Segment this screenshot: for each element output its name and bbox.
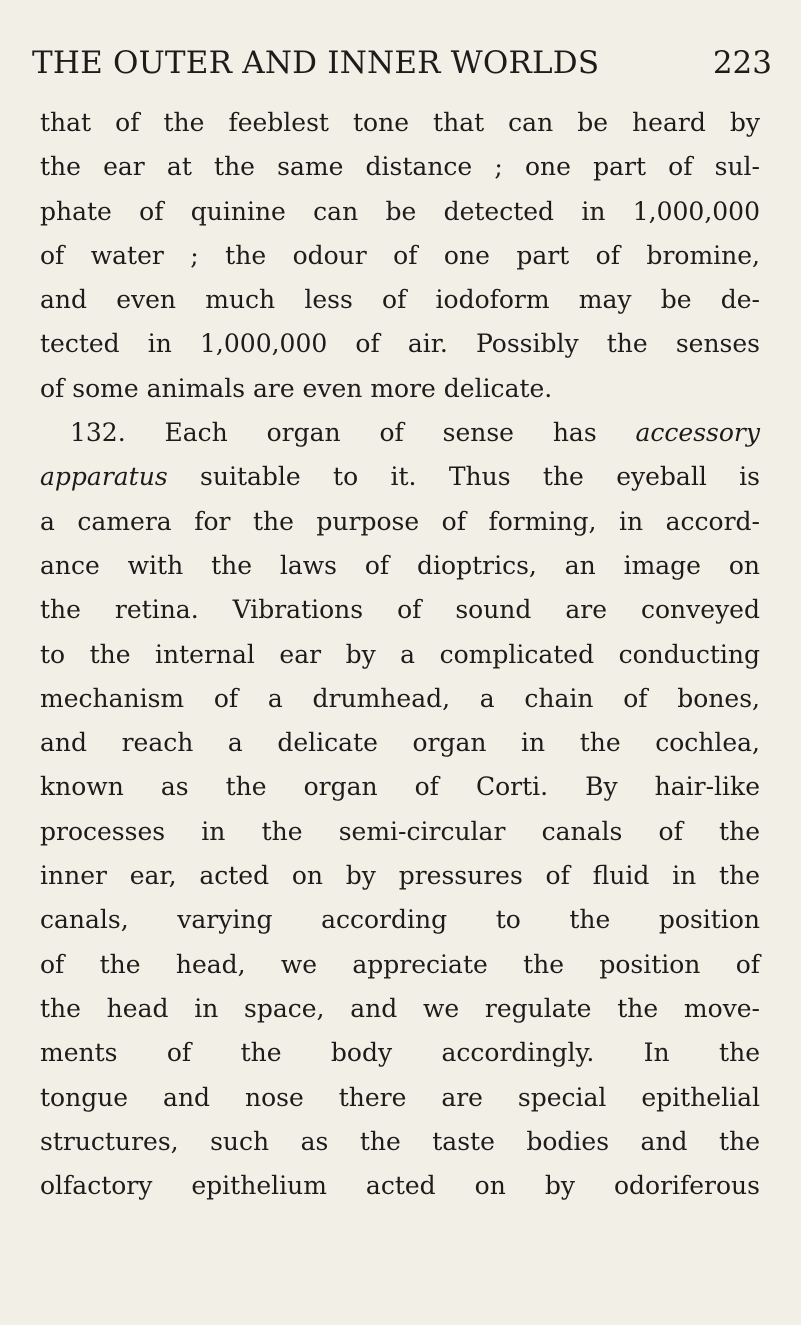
- text-line: structures, such as the taste bodies and the: [40, 1126, 760, 1156]
- text-line: inner ear, acted on by pressures of fluid in the: [40, 861, 760, 891]
- text-line: mechanism of a drumhead, a chain of bones,: [40, 683, 760, 713]
- text-line: [40, 411, 760, 455]
- text-line: and even much less of iodoform may be de-: [40, 285, 760, 315]
- italic-term: accessory: [635, 418, 761, 448]
- text-segment: 132. Each organ of sense has: [70, 418, 597, 448]
- text-line: of water ; the odour of one part of bromine,: [40, 240, 760, 270]
- text-line: a camera for the purpose of forming, in accord-: [40, 506, 760, 536]
- text-line: phate of quinine can be detected in 1,000,000: [40, 196, 760, 226]
- page-number: 223: [712, 45, 772, 81]
- italic-term: apparatus: [40, 462, 168, 492]
- text-line: ments of the body accordingly. In the: [40, 1038, 760, 1068]
- text-line: to the internal ear by a complicated conducting: [40, 639, 760, 669]
- text-line: of some animals are even more delicate.: [40, 373, 553, 403]
- text-line: that of the feeblest tone that can be heard by: [40, 108, 760, 137]
- text-line: processes in the semi-circular canals of the: [40, 816, 760, 846]
- text-line: of the head, we appreciate the position of: [40, 949, 760, 979]
- text-line: and reach a delicate organ in the cochlea,: [40, 728, 760, 758]
- text-line: known as the organ of Corti. By hair-like: [40, 772, 760, 802]
- text-line: tected in 1,000,000 of air. Possibly the senses: [40, 329, 760, 359]
- body-text: [40, 101, 760, 1208]
- text-line: olfactory epithelium acted on by odoriferous: [40, 1171, 760, 1201]
- text-line: canals, varying according to the position: [40, 905, 760, 935]
- text-segment: suitable to it. Thus the eyeball is: [200, 462, 760, 492]
- text-line: the ear at the same distance ; one part of sul-: [40, 152, 760, 182]
- text-line: the head in space, and we regulate the move-: [40, 993, 760, 1023]
- running-head-title: THE OUTER AND INNER WORLDS: [32, 45, 600, 81]
- text-line: [40, 455, 760, 499]
- text-line: the retina. Vibrations of sound are conveyed: [40, 595, 760, 625]
- text-line: tongue and nose there are special epithelial: [40, 1082, 760, 1112]
- text-line: ance with the laws of dioptrics, an image on: [40, 550, 760, 580]
